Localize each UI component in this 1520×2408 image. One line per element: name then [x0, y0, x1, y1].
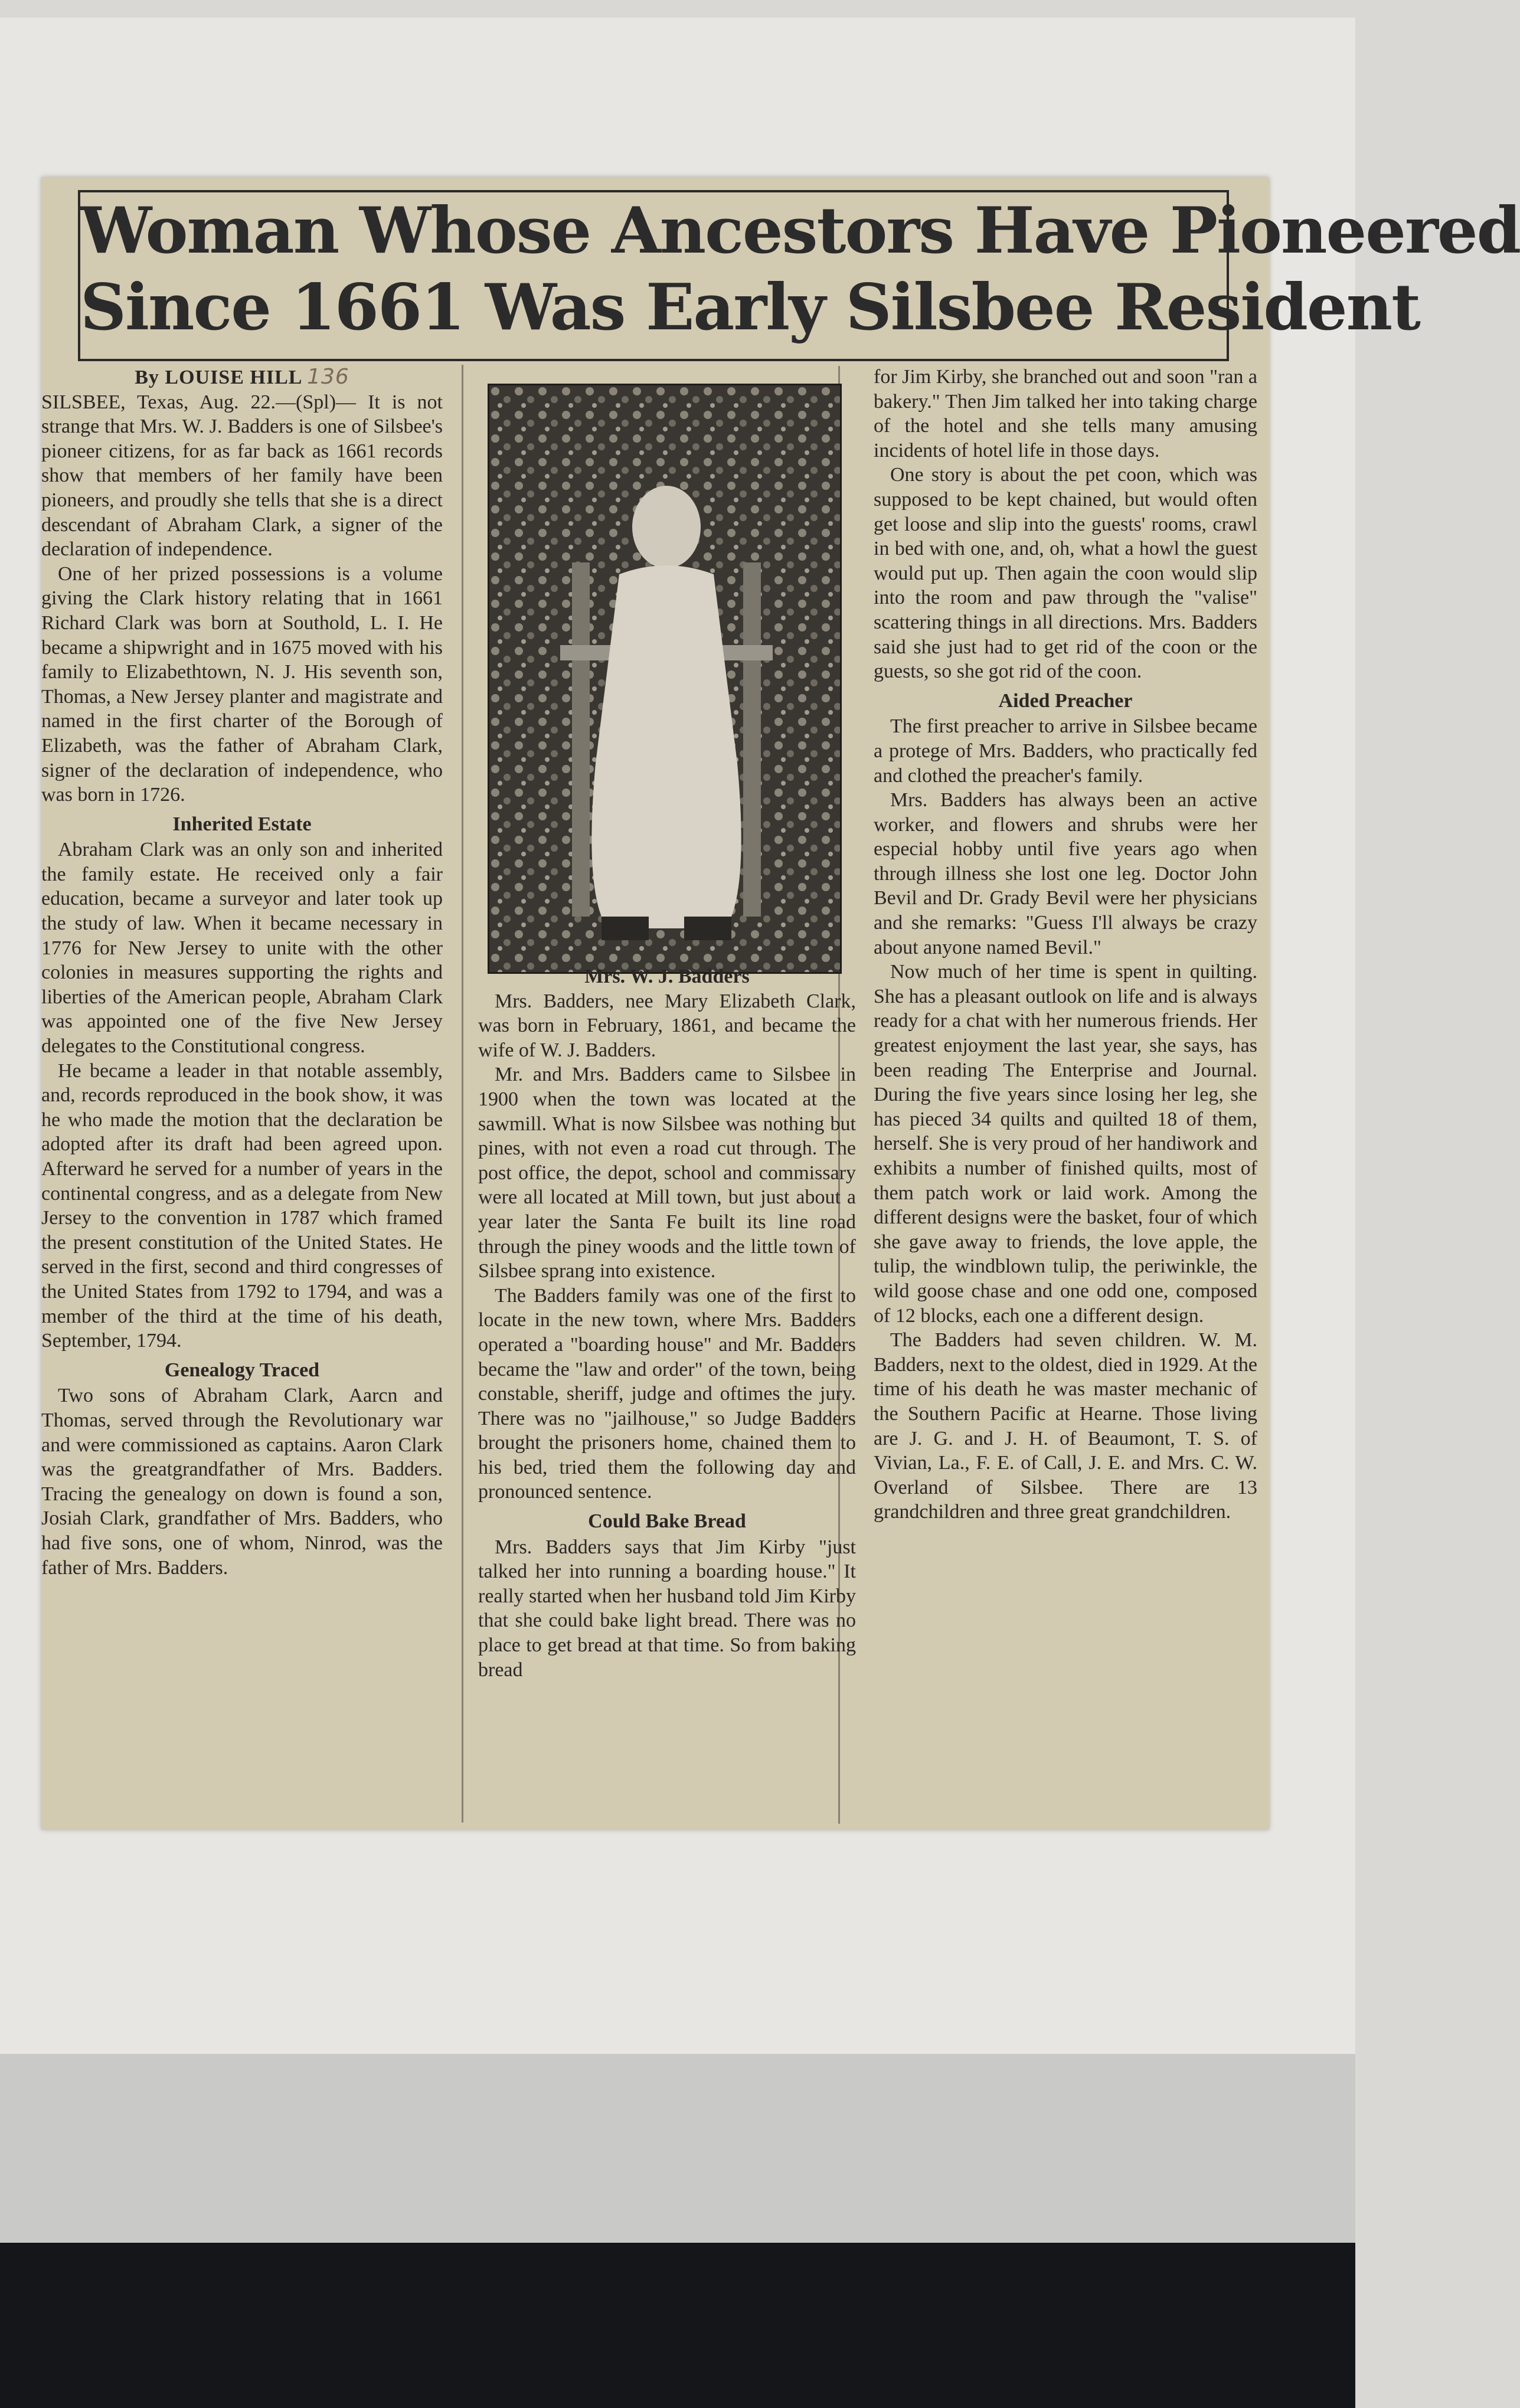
headline-box [78, 190, 1520, 361]
byline-text: By LOUISE HILL [135, 367, 302, 388]
paragraph: Mrs. Badders, nee Mary Elizabeth Clark, was born in February, 1861, and became the wife of W. J. Badders. [478, 990, 856, 1061]
paragraph: Abraham Clark was an only son and inherited the family estate. He received only a fair education, became a surveyor and later took up the study of law. When it became necessary in 1776 for New Jersey to unite with the other colonies in measures supporting the rights and liberties of the American people, Abraham Clark was appointed one of the five New Jersey delegates to the Constitutional congress. [41, 839, 443, 1058]
article-column-2 [478, 365, 856, 1682]
paragraph: Mrs. Badders has always been an active worker, and flowers and shrubs were her especial hobby until five years ago when through illness she lost one leg. Doctor John Bevil and Dr. Grady Bevil were her physicians and she remarks: "Guess I'll always be crazy about anyone named Bevil." [874, 789, 1257, 958]
paragraph: He became a leader in that notable assembly, and, records reproduced in the book show, it was he who made the motion that the declaration be adopted after its draft had been agreed upon. Afterward he served for a number of years in the continental congress, and as a delegate from New Jersey to the convention in 1787 which framed the present constitution of the United States. He served in the first, second and third congresses of the United States from 1792 to 1794, and was a member of the third at the time of his death, September, 1794. [41, 1059, 443, 1352]
paragraph: for Jim Kirby, she branched out and soon "ran a bakery." Then Jim talked her into taking charge of the hotel and she tells many amusing incidents of hotel life in those days. [874, 366, 1257, 462]
paragraph: The Badders had seven children. W. M. Badders, next to the oldest, died in 1929. At the time of his death he was master mechanic of the Southern Pacific at Hearne. Those living are J. G. and J. H. of Beaumont, T. S. of Vivian, La., F. E. of Call, J. E. and Mrs. C. W. Overland of Silsbee. There are 13 grandchildren and three great grandchildren. [874, 1329, 1257, 1523]
photo-caption: Mrs. W. J. Badders [584, 966, 750, 987]
paragraph: Mrs. Badders says that Jim Kirby "just talked her into running a boarding house." It really started when her husband told Jim Kirby that she could bake light bread. There was no place to get bread at that time. So from baking bread [478, 1536, 856, 1681]
byline [41, 365, 443, 390]
paragraph: One of her prized possessions is a volume giving the Clark history relating that in 1661 Richard Clark was born at Southold, L. I. He became a shipwright and in 1675 moved with his family to Elizabethtown, N. J. His seventh son, Thomas, a New Jersey planter and magistrate and named in the first charter of the Borough of Elizabeth, was the father of Abraham Clark, signer of the declaration of independence, who was born in 1726. [41, 562, 443, 806]
subheading-genealogy-traced: Genealogy Traced [164, 1359, 320, 1381]
paragraph: The Badders family was one of the first to locate in the new town, where Mrs. Badders operated a "boarding house" and Mr. Badders became the "law and order" of the town, being constable, sheriff, judge and oftimes the jury. There was no "jailhouse," so Judge Badders brought the prisoners home, chained them to his bed, tried them the following day and pronounced sentence. [478, 1284, 856, 1503]
paragraph: Two sons of Abraham Clark, Aarcn and Thomas, served through the Revolutionary war and were commissioned as captains. Aaron Clark was the greatgrandfather of Mrs. Badders. Tracing the genealogy on down is found a son, Josiah Clark, grandfather of Mrs. Badders, who had five sons, one of whom, Ninrod, was the father of Mrs. Badders. [41, 1385, 443, 1579]
paragraph: The first preacher to arrive in Silsbee became a protege of Mrs. Badders, who practically fed and clothed the preacher's family. [874, 715, 1257, 787]
paragraph: SILSBEE, Texas, Aug. 22.—(Spl)— It is not strange that Mrs. W. J. Badders is one of Silsbee's pioneer citizens, for as far back as 1661 records show that members of her family have been pioneers, and proudly she tells that she is a direct descendant of Abraham Clark, a signer of the declaration of independence. [41, 391, 443, 561]
handwritten-annotation: 136 [307, 365, 349, 389]
column-rule-1 [462, 365, 463, 1823]
dark-floor [0, 2243, 1355, 2408]
subheading-inherited-estate: Inherited Estate [172, 813, 312, 835]
headline-line-1: Woman Whose Ancestors Have Pioneered [80, 194, 1520, 268]
article-column-3 [874, 365, 1257, 1524]
paragraph: Now much of her time is spent in quilting. She has a pleasant outlook on life and is always ready for a chat with her numerous friends. Her greatest enjoyment the last year, she says, has been reading The Enterprise and Journal. During the five years since losing her leg, she has pieced 34 quilts and quilted 18 of them, herself. She is very proud of her handiwork and exhibits a number of finished quilts, most of them patch work or laid work. Among the different designs were the basket, four of which she gave away to friends, the love apple, the tulip, the windblown tulip, the periwinkle, the wild goose chase and one odd one, composed of 12 blocks, each one a different design. [874, 961, 1257, 1327]
headline-line-2: Since 1661 Was Early Silsbee Resident [80, 270, 1420, 345]
subheading-aided-preacher: Aided Preacher [998, 689, 1133, 712]
paragraph: Mr. and Mrs. Badders came to Silsbee in 1900 when the town was located at the sawmill. What is now Silsbee was nothing but pines, with not even a road cut through. The post office, the depot, school and commissary were all located at Mill town, but just about a year later the Santa Fe built its line road through the piney woods and the little town of Silsbee sprang into existence. [478, 1064, 856, 1282]
article-column-1 [41, 365, 443, 1580]
subheading-could-bake-bread: Could Bake Bread [588, 1510, 746, 1533]
newspaper-clipping [41, 177, 1520, 1830]
paragraph: One story is about the pet coon, which was supposed to be kept chained, but would often get loose and slip into the guests' rooms, crawl in bed with one, and, oh, what a howl the guest would put up. Then again the coon would slip into the room and paw through the "valise" scattering things in all directions. Mrs. Badders said she just had to get rid of the coon or the guests, so she got rid of the coon. [874, 464, 1257, 683]
table-ledge [0, 2054, 1355, 2255]
